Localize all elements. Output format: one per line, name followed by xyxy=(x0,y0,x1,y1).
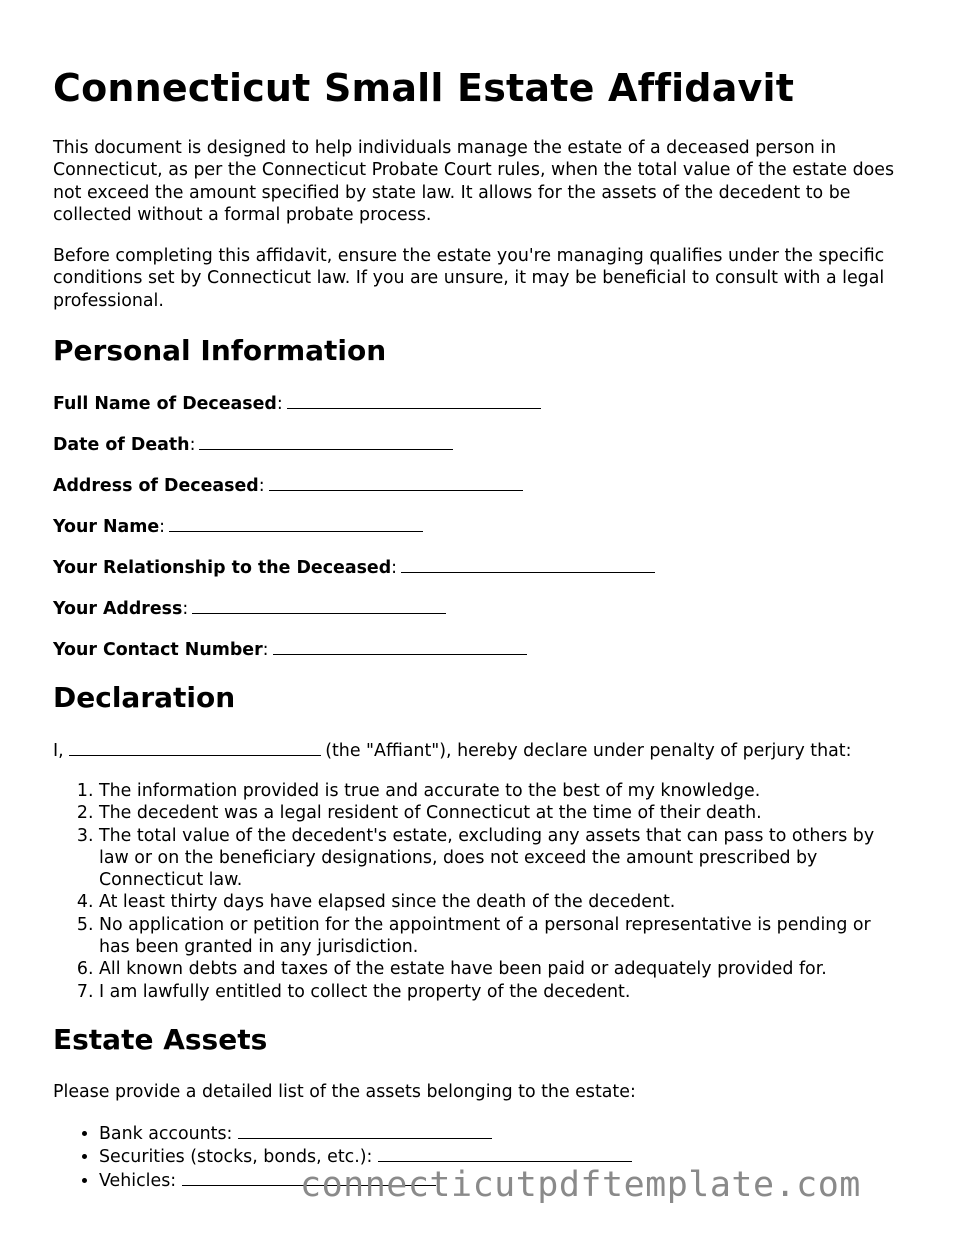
full-name-of-deceased-blank[interactable] xyxy=(287,392,541,409)
declaration-item: 6. All known debts and taxes of the estate have been paid or adequately provided for. xyxy=(99,958,905,980)
declaration-prefix: I, xyxy=(53,741,64,761)
your-relationship-blank[interactable] xyxy=(401,556,655,573)
declaration-suffix: (the "Affiant"), hereby declare under penalty of perjury that: xyxy=(325,741,852,761)
field-your-name: Your Name: xyxy=(53,515,423,538)
field-label: Date of Death xyxy=(53,435,190,455)
personal-information-heading: Personal Information xyxy=(53,334,387,367)
your-contact-number-blank[interactable] xyxy=(273,638,527,655)
declaration-statement xyxy=(53,739,851,762)
estate-assets-heading: Estate Assets xyxy=(53,1023,268,1056)
declaration-item: 4. At least thirty days have elapsed since the death of the decedent. xyxy=(99,891,905,913)
intro-paragraph-2: Before completing this affidavit, ensure the estate you're managing qualifies under the specific conditions set by Connecticut law. If you are unsure, it may be beneficial to consult with a legal professional. xyxy=(53,246,885,311)
field-label: Full Name of Deceased xyxy=(53,394,277,414)
field-label: Your Contact Number xyxy=(53,640,263,660)
intro-paragraph-1: This document is designed to help individuals manage the estate of a deceased person in Connecticut, as per the Connecticut Probate Court rules, when the total value of the estate does not exceed the amount specified by state law. It allows for the assets of the decedent to be collected without a formal probate process. xyxy=(53,138,895,226)
declaration-list xyxy=(53,780,905,1003)
field-label: Your Name xyxy=(53,517,160,537)
declaration-item: 2. The decedent was a legal resident of Connecticut at the time of their death. xyxy=(99,802,905,824)
field-label: Your Address xyxy=(53,599,183,619)
declaration-item: 5. No application or petition for the appointment of a personal representative is pending or has been granted in any jurisdiction. xyxy=(99,914,905,959)
declaration-item: 7. I am lawfully entitled to collect the property of the decedent. xyxy=(99,981,905,1003)
document-title: Connecticut Small Estate Affidavit xyxy=(53,66,795,110)
field-your-address: Your Address: xyxy=(53,597,446,620)
address-of-deceased-blank[interactable] xyxy=(269,474,523,491)
watermark-text: connecticutpdftemplate.com xyxy=(300,1165,861,1205)
field-label: Your Relationship to the Deceased xyxy=(53,558,392,578)
declaration-heading: Declaration xyxy=(53,681,236,714)
affiant-name-blank[interactable] xyxy=(69,739,321,756)
asset-label: Securities (stocks, bonds, etc.): xyxy=(99,1147,373,1168)
asset-item-bank-accounts xyxy=(99,1122,905,1145)
asset-label: Bank accounts: xyxy=(99,1124,233,1144)
declaration-item: 1. The information provided is true and accurate to the best of my knowledge. xyxy=(99,780,905,802)
asset-label: Vehicles: xyxy=(99,1170,177,1191)
field-address-of-deceased: Address of Deceased: xyxy=(53,474,523,497)
field-label: Address of Deceased xyxy=(53,476,259,496)
bank-accounts-blank[interactable] xyxy=(238,1122,492,1139)
field-your-contact-number: Your Contact Number: xyxy=(53,638,527,661)
your-name-blank[interactable] xyxy=(169,515,423,532)
field-your-relationship: Your Relationship to the Deceased: xyxy=(53,556,655,579)
date-of-death-blank[interactable] xyxy=(199,433,453,450)
your-address-blank[interactable] xyxy=(192,597,446,614)
declaration-item: 3. The total value of the decedent's estate, excluding any assets that can pass to others by law or on the beneficiary designations, does not exceed the amount prescribed by Connecticut law. xyxy=(99,825,905,892)
field-date-of-death: Date of Death: xyxy=(53,433,453,456)
securities-blank[interactable] xyxy=(378,1145,632,1162)
field-full-name-of-deceased: Full Name of Deceased: xyxy=(53,392,541,415)
estate-assets-prompt: Please provide a detailed list of the assets belonging to the estate: xyxy=(53,1082,636,1102)
